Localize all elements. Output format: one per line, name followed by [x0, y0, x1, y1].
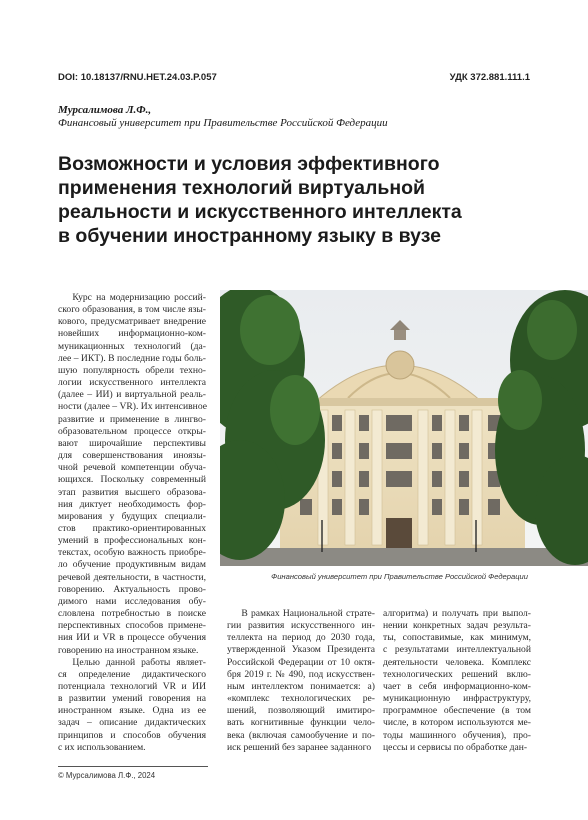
body-column-1 — [58, 292, 206, 754]
body-text-line: новейших информационно-ком- — [58, 328, 206, 340]
body-text-line: ния диктует необходимость фор- — [58, 498, 206, 510]
body-text-line: иск решений без заранее заданного — [227, 741, 372, 753]
body-text-line: чной речевой компетенции обуча- — [58, 462, 206, 474]
body-text-line: с их использованием. — [58, 741, 146, 753]
article-title — [58, 152, 538, 248]
body-text-line: иностранном языке. Одна из ее — [58, 705, 206, 717]
title-line: реальности и искусственного интеллекта — [58, 201, 462, 223]
body-text-line: ского образования, в том числе язы- — [58, 304, 206, 316]
body-text-line: этап развития высшего образова- — [58, 486, 206, 498]
body-text-line: Российской Федерации от 10 октя- — [227, 656, 375, 668]
body-text-line: образовательном процессе откры- — [58, 425, 206, 437]
copyright-notice: © Мурсалимова Л.Ф., 2024 — [58, 771, 156, 780]
body-text-line: ся определение дидактического — [58, 668, 206, 680]
body-text-line: деятельности человека. Комплекс — [383, 656, 531, 668]
body-text-line: вать когнитивные функции чело- — [227, 717, 375, 729]
body-text-line: технологических решений вклю- — [383, 668, 531, 680]
footnote-rule — [58, 766, 208, 767]
body-text-line: текстах, особую важность приобре- — [58, 547, 206, 559]
author-affiliation: Финансовый университет при Правительстве Российской Федерации — [58, 117, 388, 129]
body-text-line: лее – ИКТ). В последние годы боль- — [58, 352, 206, 364]
body-text-line: принципов и способов обучения — [58, 729, 206, 741]
body-text-line: димого нами исследования обу- — [58, 595, 206, 607]
body-text-line: задач – описание дидактических — [58, 717, 206, 729]
body-text-line: в развитии умений говорения на — [58, 693, 206, 705]
body-text-line: ло обучение продуктивным видам — [58, 559, 206, 571]
body-text-line: шений, позволяющий имитиро- — [227, 705, 375, 717]
body-text-line: стов практико-ориентированных — [58, 522, 206, 534]
body-text-line: говорению. Актуальность прово- — [58, 583, 206, 595]
body-text-line: Курс на модернизацию россий- — [58, 292, 206, 303]
body-text-line: ности (далее – VR). Их интенсивное — [58, 401, 207, 413]
body-text-line: словлена потребностью в поиске — [58, 608, 206, 620]
body-text-line: для совершенствования иноязы- — [58, 450, 206, 462]
body-text-line: ющихся. Поскольку современный — [58, 474, 206, 486]
body-text-line: логии искусственного интеллекта — [58, 377, 206, 389]
body-text-line: бря 2019 г. № 490, под искусствен- — [227, 668, 375, 680]
body-text-line: программное обеспечение (в том — [383, 705, 531, 717]
body-text-line: Целью данной работы являет- — [58, 656, 206, 668]
title-line: в обучении иностранному языку в вузе — [58, 225, 442, 247]
body-text-line: В рамках Национальной страте- — [227, 608, 375, 619]
body-column-2 — [227, 608, 375, 754]
body-text-line: теллекта на период до 2030 года, — [227, 632, 375, 644]
body-text-line: алгоритма) и получать при выпол- — [383, 608, 531, 619]
udk-label: УДК 372.881.111.1 — [449, 72, 530, 83]
title-line: Возможности и условия эффективного — [58, 153, 440, 175]
author-name: Мурсалимова Л.Ф., — [58, 104, 152, 116]
title-line: применения технологий виртуальной — [58, 177, 426, 199]
body-text-line: потенциала технологий VR и ИИ — [58, 681, 206, 692]
body-text-line: (далее – ИИ) и виртуальной реаль- — [58, 389, 206, 401]
body-text-line: умений в профессиональных кон- — [58, 535, 206, 547]
body-text-line: шую популярность обрели техно- — [58, 364, 206, 376]
body-text-line: утвержденной Указом Президента — [227, 644, 375, 656]
body-column-3 — [383, 608, 531, 754]
body-text-line: чает в себя информационно-ком- — [383, 680, 531, 692]
body-text-line: кового, предусматривает внедрение — [58, 316, 206, 328]
body-text-line: нении конкретных задач результа- — [383, 620, 531, 632]
body-text-line: ния ИИ и VR в процессе обучения — [58, 632, 206, 644]
body-text-line: вают широчайшие перспективы — [58, 437, 206, 449]
body-text-line: ты, сопоставимые, как минимум, — [383, 632, 531, 644]
university-building-photo — [220, 290, 588, 566]
body-text-line: цессы и сервисы по обработке дан- — [383, 741, 528, 753]
body-text-line: муникационных технологий (да- — [58, 340, 206, 352]
body-text-line: века (включая самообучение и по- — [227, 729, 375, 741]
body-text-line: перспективных способов примене- — [58, 620, 206, 632]
body-text-line: муникационную инфраструктуру, — [383, 693, 531, 705]
body-text-line: «комплекс технологических ре- — [227, 693, 375, 705]
body-text-line: развитие и применение в лингво- — [58, 413, 206, 425]
body-text-line: тоды машинного обучения), про- — [383, 729, 531, 741]
body-text-line: мирования у будущих специали- — [58, 510, 206, 522]
figure-caption: Финансовый университет при Правительстве Российской Федерации — [271, 572, 528, 581]
doi-label: DOI: 10.18137/RNU.HET.24.03.P.057 — [58, 72, 217, 83]
body-text-line: гии развития искусственного ин- — [227, 620, 375, 632]
body-text-line: числе, в котором используются ме- — [383, 717, 531, 729]
body-text-line: речевой деятельности, в частности, — [58, 571, 206, 583]
body-text-line: с результатами интеллектуальной — [383, 644, 531, 656]
body-text-line: говорению на иностранном языке. — [58, 644, 199, 656]
body-text-line: ным интеллектом понимается: а) — [227, 680, 375, 692]
